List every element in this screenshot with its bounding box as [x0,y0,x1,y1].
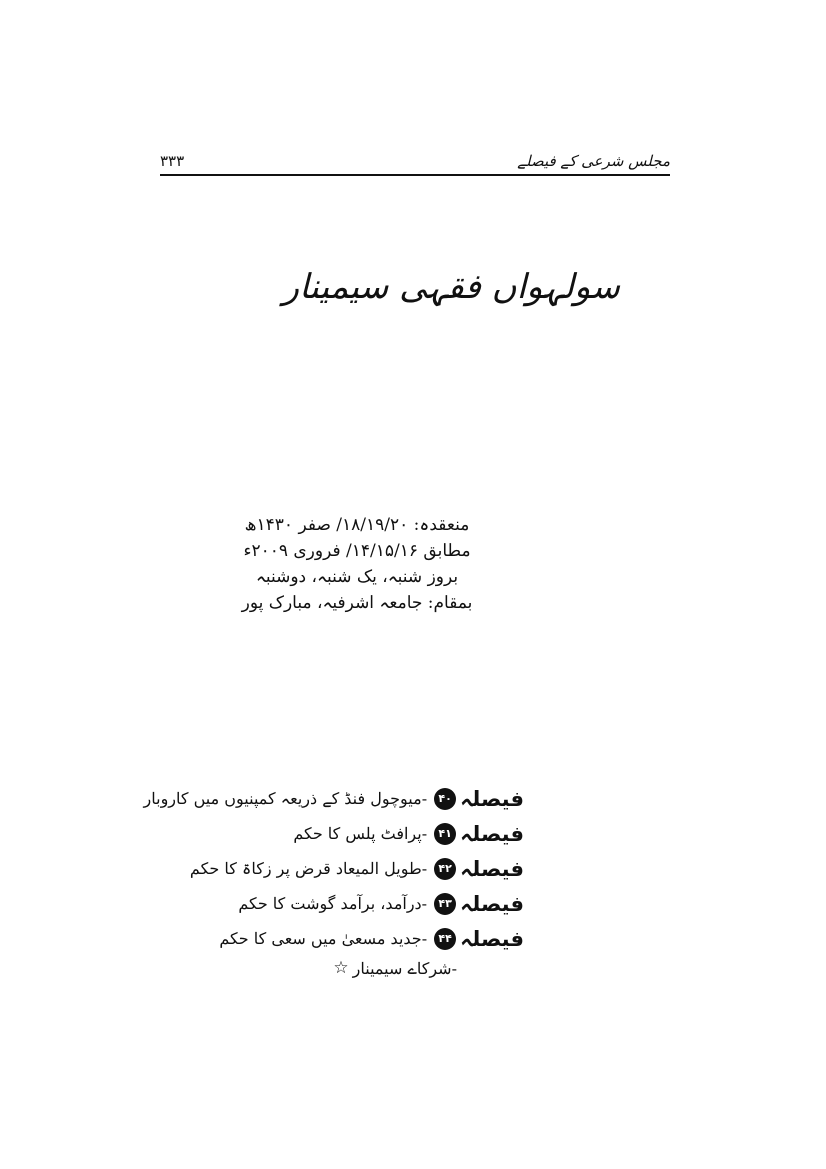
running-header-title: مجلس شرعی کے فیصلے [511,150,670,172]
decision-title: -جدید مسعیٰ میں سعی کا حکم [219,929,428,948]
decision-number-badge: ۴۳ [434,893,456,915]
decision-title: -درآمد، برآمد گوشت کا حکم [238,894,428,913]
decision-label: فیصلہ [460,786,524,811]
decision-item [104,851,524,886]
decision-number-badge: ۴۲ [434,858,456,880]
venue: بمقام: جامعہ اشرفیہ، مبارک پور [241,593,473,613]
held-date: منعقدہ: ۱۸/۱۹/۲۰/ صفر ۱۴۳۰ھ [244,515,470,535]
decision-label: فیصلہ [460,891,524,916]
header-rule [160,174,670,176]
decision-label: فیصلہ [460,926,524,951]
page-number: ۳۳۳ [160,150,192,172]
days: بروز شنبہ، یک شنبہ، دوشنبہ [255,567,459,587]
page-header [160,150,670,178]
decision-label: فیصلہ [460,821,524,846]
decision-title: -میوچول فنڈ کے ذریعہ کمپنیوں میں کاروبار [143,789,428,808]
participants-entry [333,958,457,978]
corresponding-date: مطابق ۱۴/۱۵/۱۶/ فروری ۲۰۰۹ء [243,541,471,561]
participants-label: -شرکاے سیمینار [352,958,457,978]
decision-item [104,816,524,851]
decision-number-badge: ۴۱ [434,823,456,845]
decision-number-badge: ۴۰ [434,788,456,810]
decision-title: -طویل المیعاد قرض پر زکاۃ کا حکم [189,859,428,878]
decisions-list [104,781,524,956]
star-icon: ☆ [333,958,349,978]
seminar-details [192,512,522,616]
decision-item [104,921,524,956]
decision-item [104,886,524,921]
decision-label: فیصلہ [460,856,524,881]
decision-title: -پرافٹ پلس کا حکم [293,824,428,843]
seminar-title: سولہواں فقہی سیمینار [282,267,620,307]
decision-number-badge: ۴۴ [434,928,456,950]
decision-item [104,781,524,816]
